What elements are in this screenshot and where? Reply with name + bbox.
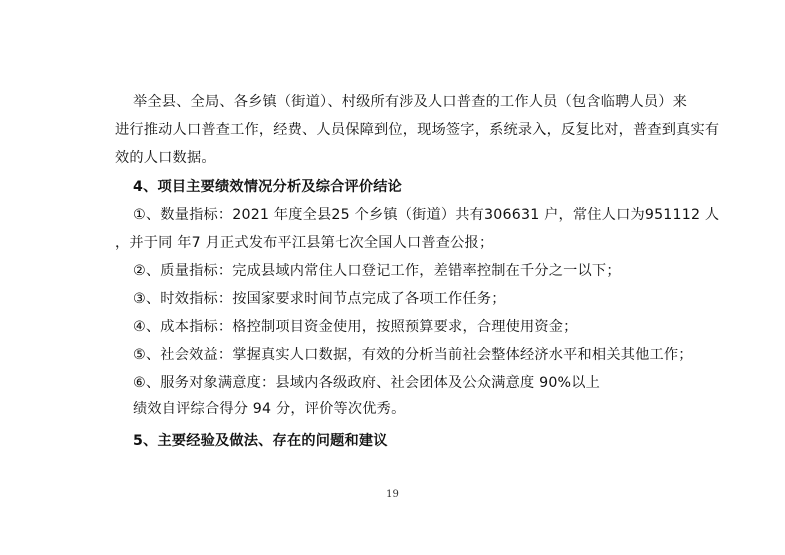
body-line-2: 进行推动人口普查工作，经费、人员保障到位，现场签字，系统录入，反复比对，普查到真实有 — [115, 122, 720, 138]
quality-indicator: ②、质量指标：完成县域内常住人口登记工作，差错率控制在千分之一以下； — [133, 263, 621, 279]
section-heading-4: 4、项目主要绩效情况分析及综合评价结论 — [133, 179, 403, 195]
quantity-indicator-line-1: ①、数量指标：2021 年度全县25 个乡镇（街道）共有306631 户，常住人口为951112 人 — [133, 207, 720, 223]
page-number: 19 — [386, 489, 399, 500]
section-heading-5: 5、主要经验及做法、存在的问题和建议 — [133, 433, 388, 449]
quantity-indicator-line-2: ，并于同 年7 月正式发布平江县第七次全国人口普查公报； — [115, 235, 494, 251]
social-benefit: ⑤、社会效益：掌握真实人口数据，有效的分析当前社会整体经济水平和相关其他工作； — [133, 347, 693, 363]
body-line-1: 举全县、全局、各乡镇（街道）、村级所有涉及人口普查的工作人员（包含临聘人员）来 — [133, 94, 688, 110]
timeliness-indicator: ③、时效指标：按国家要求时间节点完成了各项工作任务； — [133, 291, 506, 307]
satisfaction-indicator: ⑥、服务对象满意度：县域内各级政府、社会团体及公众满意度 90%以上 — [133, 375, 601, 391]
self-evaluation: 绩效自评综合得分 94 分，评价等次优秀。 — [133, 401, 406, 417]
cost-indicator: ④、成本指标：格控制项目资金使用，按照预算要求，合理使用资金； — [133, 319, 578, 335]
body-line-3: 效的人口数据。 — [115, 150, 216, 166]
